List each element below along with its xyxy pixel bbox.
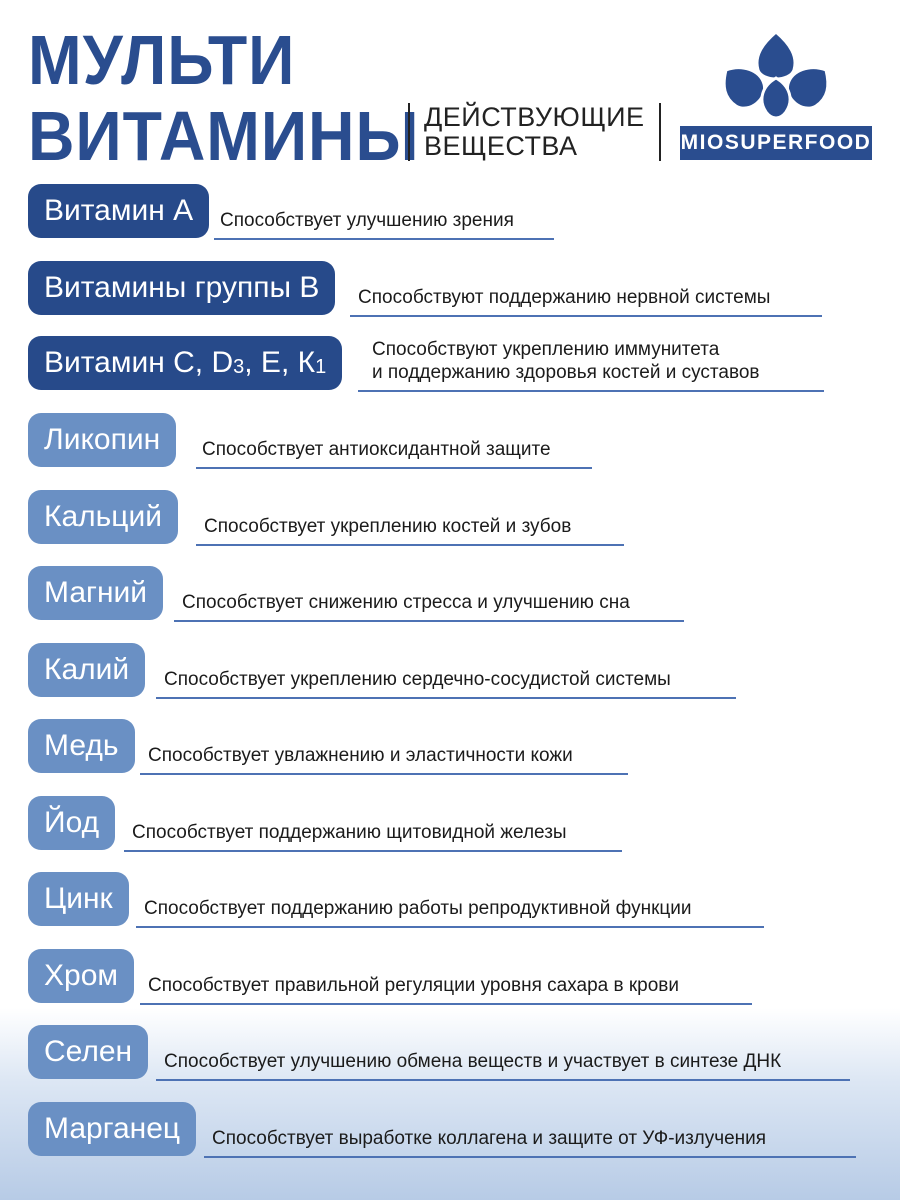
ingredient-name: Ликопин	[28, 413, 176, 467]
brand-name: MIOSUPERFOOD	[680, 126, 872, 160]
subscript: 1	[315, 356, 327, 378]
brand-logo	[680, 30, 872, 162]
ingredient-name-part: , Е, К	[244, 346, 316, 379]
subtitle-line-2: ВЕЩЕСТВА	[424, 131, 578, 161]
ingredient-description: Способствует правильной регуляции уровня сахара в крови	[140, 973, 752, 1005]
drop-cluster-icon	[720, 30, 832, 122]
description-line-2: и поддержанию здоровья костей и суставов	[372, 362, 760, 383]
ingredient-description: Способствует улучшению зрения	[214, 208, 554, 240]
ingredient-name: Марганец	[28, 1102, 196, 1156]
ingredient-description: Способствует поддержанию работы репродуктивной функции	[136, 896, 764, 928]
page-title	[28, 22, 419, 174]
ingredient-name-part: Витамин С, D	[44, 346, 234, 379]
ingredient-description: Способствует выработке коллагена и защите от УФ-излучения	[204, 1126, 856, 1158]
subtitle-line-1: ДЕЙСТВУЮЩИЕ	[424, 102, 645, 132]
ingredient-name: Витамины группы В	[28, 261, 335, 315]
ingredient-description: Способствует улучшению обмена веществ и участвует в синтезе ДНК	[156, 1049, 850, 1081]
ingredient-name: Цинк	[28, 872, 129, 926]
ingredient-name: Хром	[28, 949, 134, 1003]
description-line-1: Способствуют укреплению иммунитета	[372, 339, 720, 360]
ingredient-description: Способствуют поддержанию нервной системы	[350, 285, 822, 317]
ingredient-name: Селен	[28, 1025, 148, 1079]
subtitle	[408, 103, 661, 161]
ingredient-description: Способствует укреплению сердечно-сосудистой системы	[156, 667, 736, 699]
ingredient-description: Способствует антиоксидантной защите	[196, 437, 592, 469]
ingredient-name	[28, 336, 342, 390]
ingredient-name: Йод	[28, 796, 115, 850]
ingredient-name: Витамин А	[28, 184, 209, 238]
ingredient-description: Способствует поддержанию щитовидной железы	[124, 820, 622, 852]
ingredient-description	[358, 338, 824, 392]
ingredient-name: Кальций	[28, 490, 178, 544]
ingredient-description: Способствует укреплению костей и зубов	[196, 514, 624, 546]
title-line-1: МУЛЬТИ	[28, 21, 296, 99]
ingredient-name: Медь	[28, 719, 135, 773]
ingredient-description: Способствует увлажнению и эластичности кожи	[140, 743, 628, 775]
ingredient-description: Способствует снижению стресса и улучшению сна	[174, 590, 684, 622]
ingredient-name: Магний	[28, 566, 163, 620]
subscript: 3	[233, 356, 245, 378]
title-line-2: ВИТАМИНЫ	[28, 97, 420, 175]
ingredient-name: Калий	[28, 643, 145, 697]
